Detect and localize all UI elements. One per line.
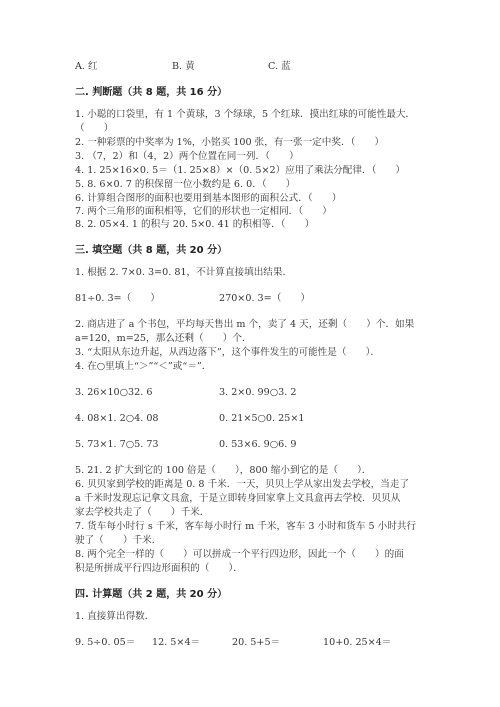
- fill-q4: 4. 在○里填上“＞”“＜”或“＝”．: [75, 361, 212, 372]
- fill-q6-line2: a 千米时发现忘记拿文具盒，于是立即转身回家拿上文具盒再去学校．贝贝从: [75, 493, 401, 504]
- calc-item-2: 12. 5×4＝: [152, 637, 201, 648]
- fill-q8-line2: 积是所拼成平行四边形面积的（ ）．: [75, 563, 243, 574]
- judge-item-7: 7. 两个三角形的面积相等，它们的形状也一定相同．（ ）: [75, 206, 332, 217]
- section-4-title: 四. 计算题（共 2 题，共 20 分）: [75, 589, 228, 600]
- compare-2a: 4. 08×1. 2○4. 08: [75, 413, 159, 424]
- judge-item-2: 2. 一种彩票的中奖率为 1%，小铭买 100 张，有一张一定中奖．（ ）: [75, 137, 385, 148]
- fill-q6-line1: 6. 贝贝家到学校的距离是 0. 8 千米．一天，贝贝上学从家出发去学校，当走了: [75, 479, 410, 490]
- fill-q8-line1: 8. 两个完全一样的（ ）可以拼成一个平行四边形，因此一个（ ）的面: [75, 549, 404, 560]
- fill-q7-line1: 7. 货车每小时行 s 千米，客车每小时行 m 千米，客车 3 小时和货车 5 小时共行: [75, 521, 417, 532]
- judge-item-3: 3. （7，2）和（4，2）两个位置在同一列．（ ）: [75, 151, 299, 162]
- calc-item-4: 10+0. 25×4＝: [323, 637, 392, 648]
- fill-q7-line2: 驶了（ ）千米．: [75, 535, 162, 546]
- fill-q6-line3: 家去学校共走了（ ）千米．: [75, 507, 210, 518]
- fill-q1-b: 270×0. 3=（ ）: [219, 293, 311, 304]
- fill-q2-line1: 2. 商店进了 a 个书包，平均每天售出 m 个，卖了 4 天，还剩（ ）个．如果: [75, 319, 415, 330]
- fill-q1-a: 81÷0. 3=（ ）: [75, 293, 160, 304]
- judge-item-4: 4. 1. 25×16×0. 5＝（1. 25×8）×（0. 5×2）应用了乘法分配律．（ ）: [75, 165, 406, 176]
- judge-item-5: 5. 8. 6×0. 7 的积保留一位小数约是 6. 0．（ ）: [75, 179, 296, 190]
- judge-item-6: 6. 计算组合图形的面积也要用到基本图形的面积公式．（ ）: [75, 193, 342, 204]
- compare-1b: 3. 2×0. 99○3. 2: [219, 387, 297, 398]
- compare-3b: 0. 53×6. 9○6. 9: [219, 439, 297, 450]
- calc-item-1: 9. 5÷0. 05＝: [75, 637, 136, 648]
- choice-a: A. 红: [75, 61, 98, 72]
- compare-1a: 3. 26×10○32. 6: [75, 387, 153, 398]
- section-3-title: 三. 填空题（共 8 题，共 20 分）: [75, 245, 228, 256]
- choice-c: C. 蓝: [268, 61, 291, 72]
- calc-q1: 1. 直接算出得数．: [75, 611, 155, 622]
- fill-q2-line2: a=120，m=25，那么还剩（ ）个．: [75, 333, 252, 344]
- fill-q1: 1. 根据 2. 7×0. 3=0. 81，不计算直接填出结果．: [75, 267, 293, 278]
- compare-2b: 0. 21×5○0. 25×1: [219, 413, 305, 424]
- judge-item-1-paren: （ ）: [75, 123, 114, 134]
- calc-item-3: 20. 5+5＝: [232, 637, 281, 648]
- fill-q5: 5. 21. 2 扩大到它的 100 倍是（ ），800 缩小到它的是（ ）．: [75, 465, 372, 476]
- choice-b: B. 黄: [172, 61, 195, 72]
- section-2-title: 二. 判断题（共 8 题，共 16 分）: [75, 87, 228, 98]
- fill-q3: 3. “太阳从东边升起，从西边落下”，这个事件发生的可能性是（ ）．: [75, 347, 381, 358]
- judge-item-8: 8. 2. 05×4. 1 的积与 20. 5×0. 41 的积相等．（ ）: [75, 219, 315, 230]
- judge-item-1: 1. 小聪的口袋里，有 1 个黄球，3 个绿球，5 个红球．摸出红球的可能性最大．: [75, 109, 416, 120]
- compare-3a: 5. 73×1. 7○5. 73: [75, 439, 159, 450]
